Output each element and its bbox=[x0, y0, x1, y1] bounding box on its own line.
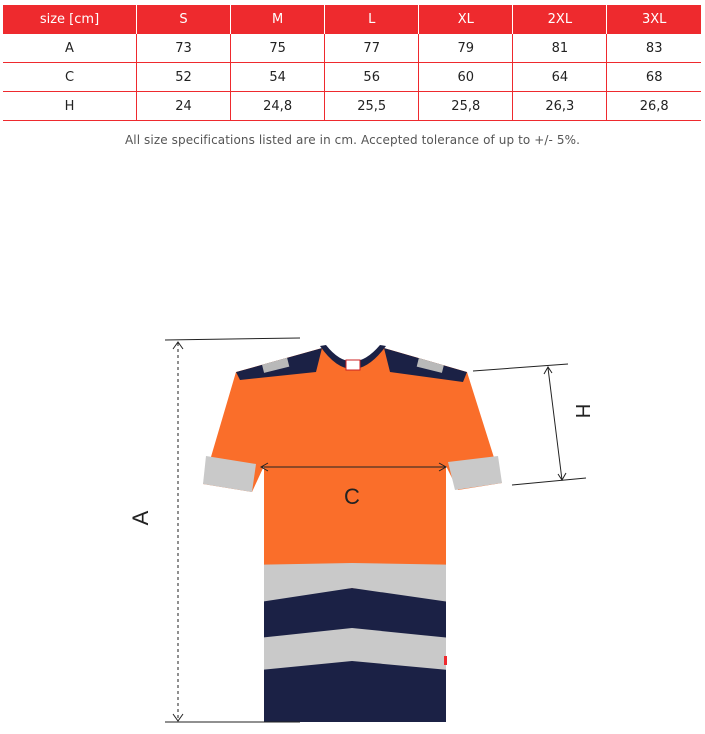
dimension-h-label: H bbox=[571, 403, 593, 419]
row-label: C bbox=[3, 63, 137, 92]
header-cell-s: S bbox=[137, 5, 231, 34]
table-cell: 52 bbox=[137, 63, 231, 92]
header-cell-l: L bbox=[325, 5, 419, 34]
row-label: A bbox=[3, 34, 137, 63]
header-cell-2xl: 2XL bbox=[513, 5, 607, 34]
table-cell: 81 bbox=[513, 34, 607, 63]
header-cell-size: size [cm] bbox=[3, 5, 137, 34]
table-cell: 64 bbox=[513, 63, 607, 92]
header-cell-m: M bbox=[231, 5, 325, 34]
table-cell: 24,8 bbox=[231, 92, 325, 121]
table-cell: 73 bbox=[137, 34, 231, 63]
table-cell: 26,3 bbox=[513, 92, 607, 121]
table-cell: 83 bbox=[607, 34, 701, 63]
right-sleeve-reflective bbox=[448, 456, 502, 490]
table-cell: 26,8 bbox=[607, 92, 701, 121]
table-cell: 79 bbox=[419, 34, 513, 63]
table-cell: 75 bbox=[231, 34, 325, 63]
table-cell: 68 bbox=[607, 63, 701, 92]
tshirt-illustration bbox=[203, 345, 502, 734]
side-tag bbox=[444, 656, 447, 665]
dimension-c-label: C bbox=[344, 484, 360, 509]
table-cell: 77 bbox=[325, 34, 419, 63]
table-cell: 25,5 bbox=[325, 92, 419, 121]
dimension-a-label: A bbox=[128, 510, 153, 526]
table-cell: 54 bbox=[231, 63, 325, 92]
table-cell: 56 bbox=[325, 63, 419, 92]
table-cell: 60 bbox=[419, 63, 513, 92]
table-cell: 25,8 bbox=[419, 92, 513, 121]
neck-label bbox=[346, 360, 360, 370]
tolerance-note: All size specifications listed are in cm. Accepted tolerance of up to +/- 5%. bbox=[124, 133, 581, 147]
table-cell: 24 bbox=[137, 92, 231, 121]
header-cell-xl: XL bbox=[419, 5, 513, 34]
row-label: H bbox=[3, 92, 137, 121]
header-cell-3xl: 3XL bbox=[607, 5, 701, 34]
